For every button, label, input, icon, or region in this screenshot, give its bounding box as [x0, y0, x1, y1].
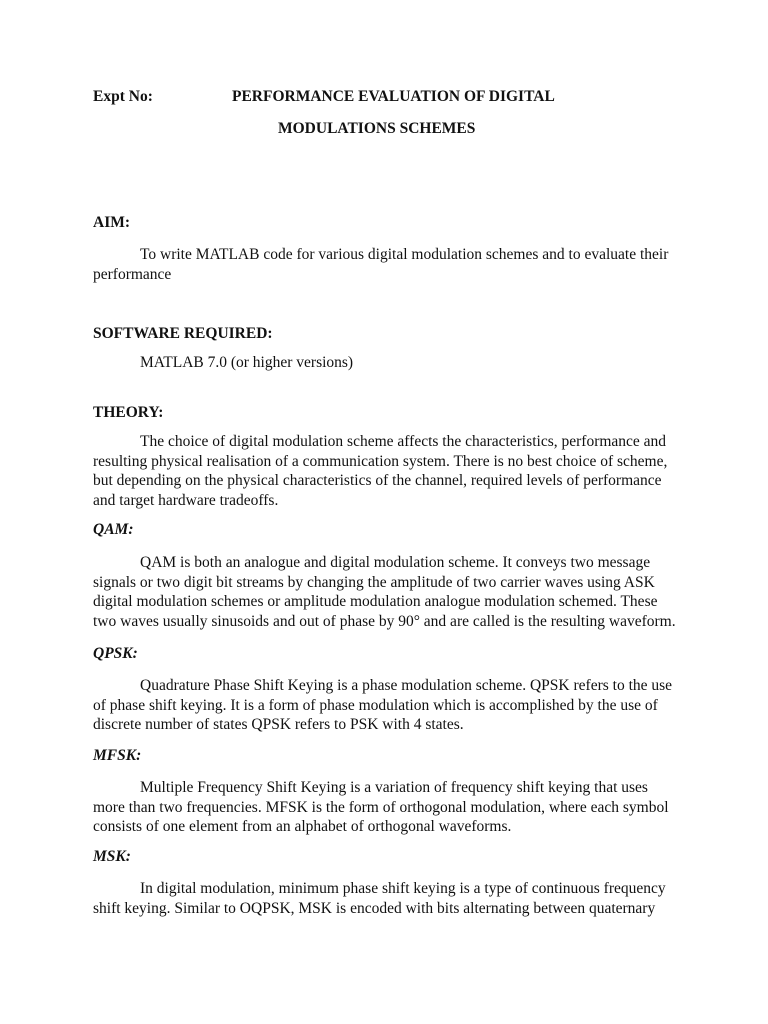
msk-line: shift keying. Similar to OQPSK, MSK is encoded with bits alternating between quaternary: [93, 899, 656, 917]
page-title-line-1: PERFORMANCE EVALUATION OF DIGITAL: [232, 88, 555, 105]
msk-heading: MSK:: [93, 848, 131, 865]
software-heading: SOFTWARE REQUIRED:: [93, 325, 273, 342]
qpsk-line: discrete number of states QPSK refers to PSK with 4 states.: [93, 716, 464, 734]
theory-line: resulting physical realisation of a communication system. There is no best choice of scheme,: [93, 452, 668, 470]
qam-line: signals or two digit bit streams by changing the amplitude of two carrier waves using ASK: [93, 573, 655, 591]
qpsk-paragraph: [93, 676, 683, 735]
mfsk-line: more than two frequencies. MFSK is the form of orthogonal modulation, where each symbol: [93, 798, 669, 816]
qam-line: two waves usually sinusoids and out of phase by 90° and are called is the resulting waveform.: [93, 612, 676, 630]
aim-line: To write MATLAB code for various digital modulation schemes and to evaluate their: [140, 246, 669, 263]
mfsk-line: Multiple Frequency Shift Keying is a variation of frequency shift keying that uses: [140, 779, 648, 796]
theory-heading: THEORY:: [93, 404, 164, 421]
qam-heading: QAM:: [93, 521, 134, 538]
expt-no-label: Expt No:: [93, 88, 153, 105]
page-title-line-2: MODULATIONS SCHEMES: [278, 120, 476, 137]
theory-line: and target hardware tradeoffs.: [93, 491, 279, 509]
aim-heading: AIM:: [93, 214, 131, 231]
aim-paragraph: [93, 245, 683, 284]
theory-line: but depending on the physical characteristics of the channel, required levels of performance: [93, 472, 662, 490]
software-text: MATLAB 7.0 (or higher versions): [140, 354, 354, 371]
mfsk-heading: MFSK:: [93, 747, 142, 764]
qam-paragraph: [93, 553, 683, 631]
aim-line: performance: [93, 265, 172, 283]
qam-line: digital modulation schemes or amplitude modulation analogue modulation schemed. These: [93, 593, 658, 611]
msk-paragraph: [93, 879, 683, 918]
theory-paragraph: [93, 432, 683, 510]
qam-line: QAM is both an analogue and digital modulation scheme. It conveys two message: [140, 554, 651, 571]
qpsk-line: Quadrature Phase Shift Keying is a phase modulation scheme. QPSK refers to the use: [140, 677, 673, 694]
qpsk-line: of phase shift keying. It is a form of phase modulation which is accomplished by the use of: [93, 696, 658, 714]
qpsk-heading: QPSK:: [93, 645, 138, 662]
msk-line: In digital modulation, minimum phase shift keying is a type of continuous frequency: [140, 880, 666, 897]
mfsk-line: consists of one element from an alphabet of orthogonal waveforms.: [93, 818, 512, 836]
mfsk-paragraph: [93, 778, 683, 837]
theory-line: The choice of digital modulation scheme affects the characteristics, performance and: [140, 433, 667, 450]
